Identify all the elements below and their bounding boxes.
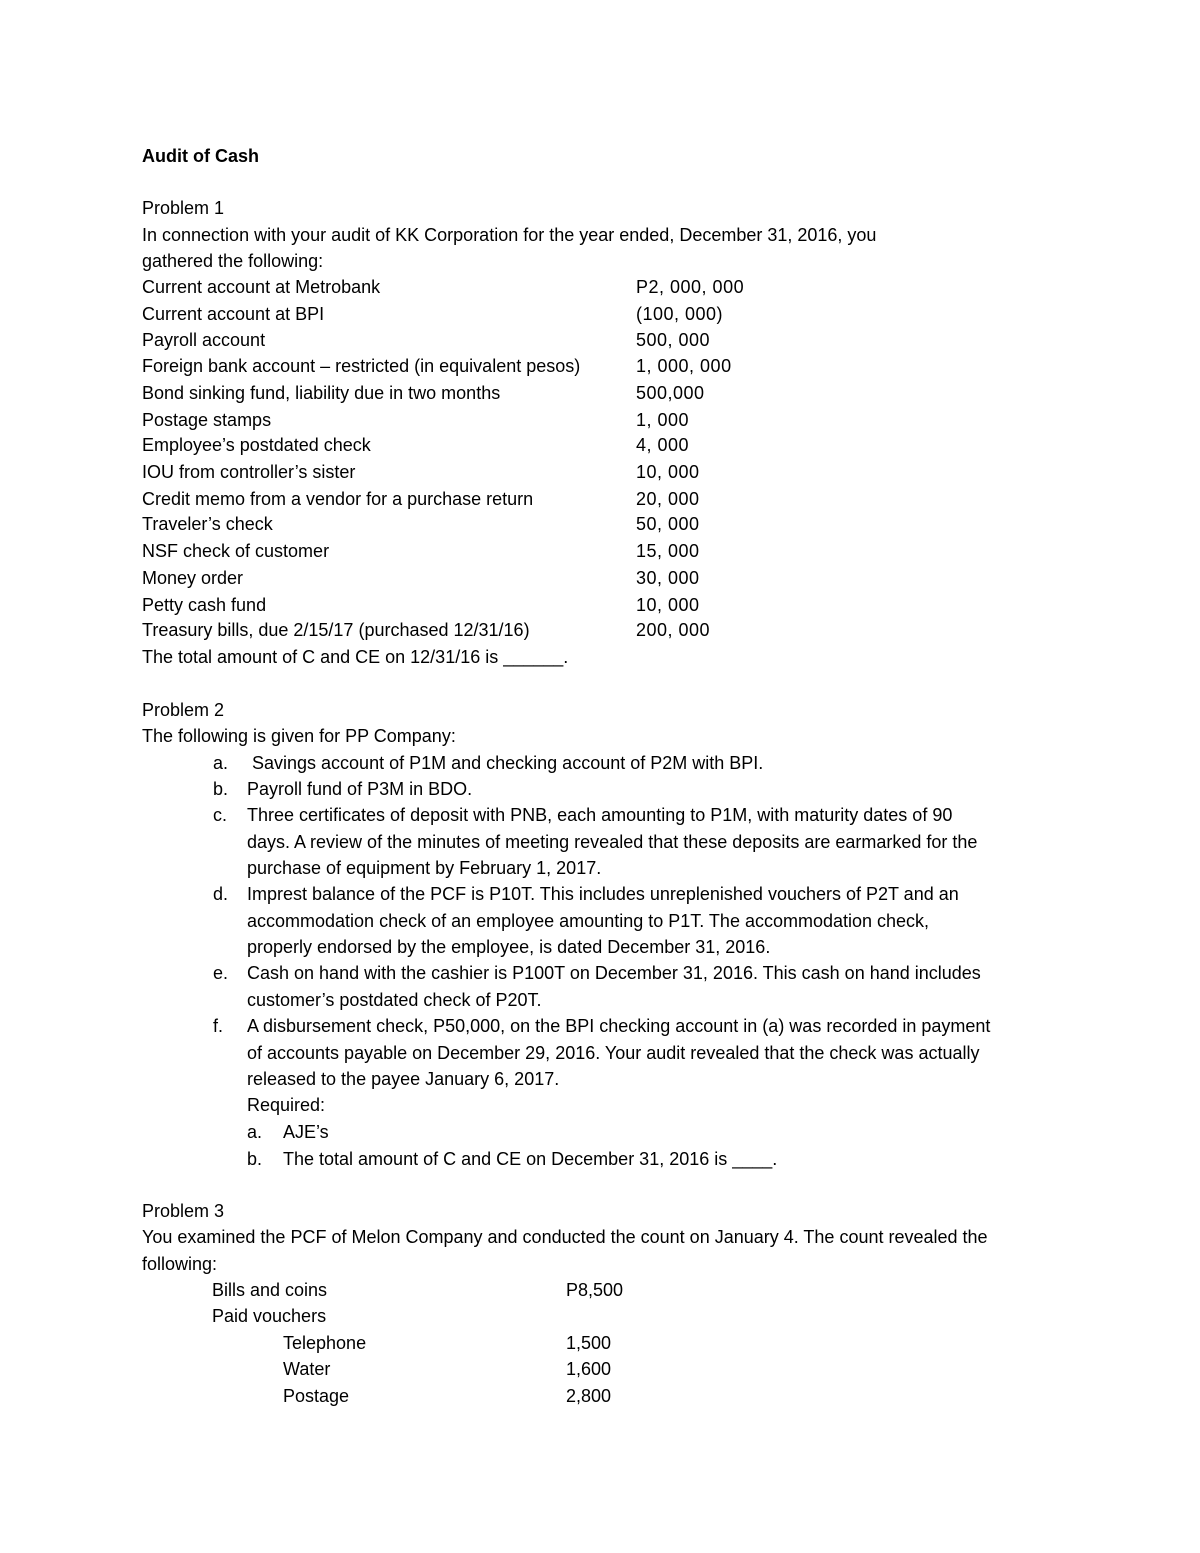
voucher-value: 1,500: [566, 1333, 612, 1353]
list-marker: c.: [213, 805, 228, 825]
problem-2-intro: The following is given for PP Company:: [142, 726, 456, 746]
item-value: 10, 000: [636, 462, 700, 482]
item-value: 20, 000: [636, 489, 700, 509]
item-label: IOU from controller’s sister: [142, 462, 356, 482]
list-item-text: accommodation check of an employee amounting to P1T. The accommodation check,: [247, 911, 930, 931]
problem-3-intro-cont: following:: [142, 1254, 218, 1274]
list-marker: a.: [213, 753, 229, 773]
required-label: Required:: [247, 1095, 326, 1115]
voucher-value: 1,600: [566, 1359, 612, 1379]
document-title: Audit of Cash: [142, 146, 259, 166]
item-label: Money order: [142, 568, 244, 588]
voucher-value: 2,800: [566, 1386, 612, 1406]
problem-3-heading: Problem 3: [142, 1201, 225, 1221]
item-value: 1, 000, 000: [636, 356, 732, 376]
item-value: 30, 000: [636, 568, 700, 588]
problem-1-heading: Problem 1: [142, 198, 225, 218]
item-label: Foreign bank account – restricted (in equivalent pesos): [142, 356, 581, 376]
list-marker: d.: [213, 884, 229, 904]
item-label: Current account at Metrobank: [142, 277, 381, 297]
problem-1-question: The total amount of C and CE on 12/31/16 is ______.: [142, 647, 569, 667]
list-marker: b.: [213, 779, 229, 799]
list-item-text: Three certificates of deposit with PNB, each amounting to P1M, with maturity dates of 90: [247, 805, 953, 825]
item-label: Employee’s postdated check: [142, 435, 371, 455]
item-value: 4, 000: [636, 435, 690, 455]
voucher-label: Water: [283, 1359, 331, 1379]
list-item-text: released to the payee January 6, 2017.: [247, 1069, 560, 1089]
list-item-text: customer’s postdated check of P20T.: [247, 990, 542, 1010]
item-value: 200, 000: [636, 620, 711, 640]
list-marker: a.: [247, 1122, 263, 1142]
item-label: NSF check of customer: [142, 541, 330, 561]
list-item-text: properly endorsed by the employee, is dated December 31, 2016.: [247, 937, 771, 957]
bills-coins-label: Bills and coins: [212, 1280, 328, 1300]
item-value: 15, 000: [636, 541, 700, 561]
list-item-text: of accounts payable on December 29, 2016. Your audit revealed that the check was actually: [247, 1043, 980, 1063]
list-item-text: purchase of equipment by February 1, 2017.: [247, 858, 602, 878]
bills-coins-value: P8,500: [566, 1280, 624, 1300]
item-value: 10, 000: [636, 595, 700, 615]
list-item-text: Payroll fund of P3M in BDO.: [247, 779, 473, 799]
list-item-text: A disbursement check, P50,000, on the BPI checking account in (a) was recorded in payment: [247, 1016, 991, 1036]
item-label: Petty cash fund: [142, 595, 267, 615]
item-label: Current account at BPI: [142, 304, 325, 324]
list-marker: f.: [213, 1016, 224, 1036]
list-marker: b.: [247, 1149, 263, 1169]
list-item-text: days. A review of the minutes of meeting revealed that these deposits are earmarked for the: [247, 832, 978, 852]
item-value: 500, 000: [636, 330, 711, 350]
problem-3-intro: You examined the PCF of Melon Company and conducted the count on January 4. The count revealed the: [142, 1227, 988, 1247]
item-value: 1, 000: [636, 410, 690, 430]
voucher-label: Postage: [283, 1386, 350, 1406]
problem-1-intro: In connection with your audit of KK Corporation for the year ended, December 31, 2016, you: [142, 225, 877, 245]
list-item-text: Imprest balance of the PCF is P10T. This includes unreplenished vouchers of P2T and an: [247, 884, 959, 904]
item-label: Bond sinking fund, liability due in two months: [142, 383, 501, 403]
item-value: P2, 000, 000: [636, 277, 745, 297]
list-item-text: Savings account of P1M and checking account of P2M with BPI.: [247, 753, 764, 773]
item-label: Credit memo from a vendor for a purchase return: [142, 489, 534, 509]
problem-1-intro-cont: gathered the following:: [142, 251, 324, 271]
item-label: Traveler’s check: [142, 514, 273, 534]
list-item-text: AJE’s: [283, 1122, 329, 1142]
list-marker: e.: [213, 963, 229, 983]
problem-2-heading: Problem 2: [142, 700, 225, 720]
paid-vouchers-label: Paid vouchers: [212, 1306, 327, 1326]
item-value: 50, 000: [636, 514, 700, 534]
item-value: 500,000: [636, 383, 705, 403]
list-item-text: The total amount of C and CE on December 31, 2016 is ____.: [283, 1149, 778, 1169]
item-label: Treasury bills, due 2/15/17 (purchased 12/31/16): [142, 620, 530, 640]
list-item-text: Cash on hand with the cashier is P100T on December 31, 2016. This cash on hand includes: [247, 963, 981, 983]
item-label: Payroll account: [142, 330, 266, 350]
item-label: Postage stamps: [142, 410, 272, 430]
voucher-label: Telephone: [283, 1333, 367, 1353]
item-value: (100, 000): [636, 304, 724, 324]
